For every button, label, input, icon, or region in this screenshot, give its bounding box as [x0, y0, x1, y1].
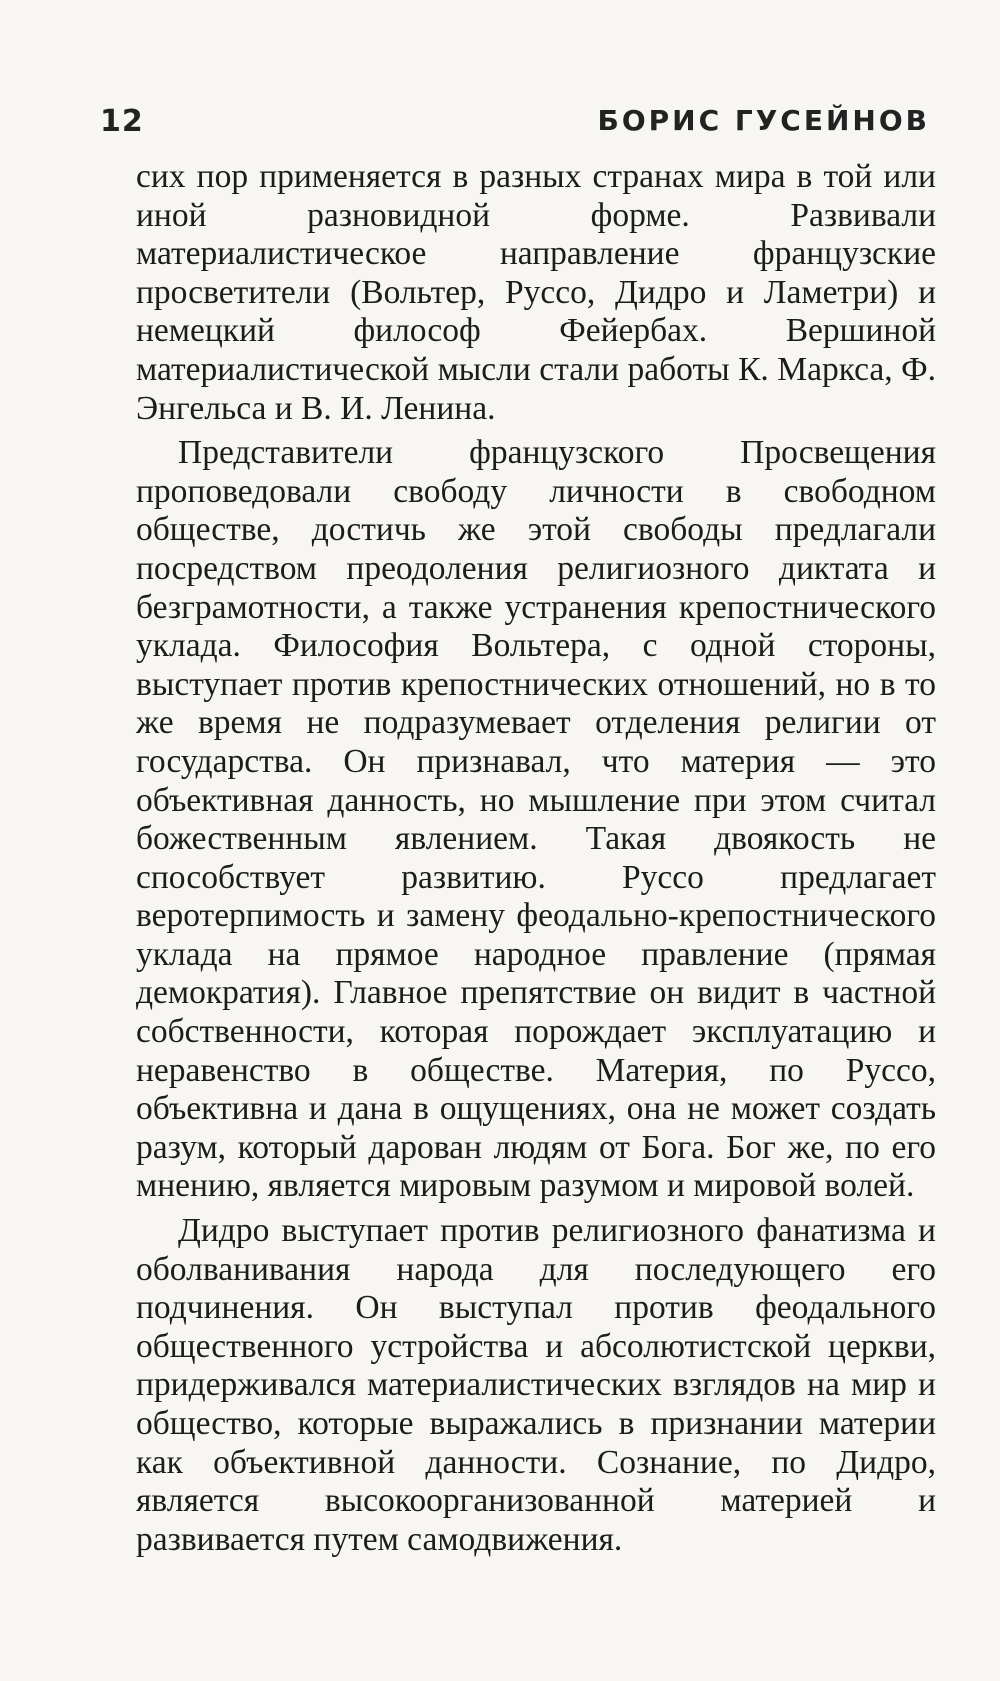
running-head-author: БОРИС ГУСЕЙНОВ: [597, 104, 930, 137]
paragraph-continuation: сих пор применяется в разных странах мира в той или иной разновидной форме. Развивали материалистическое направление французские просветители (Вольтер, Руссо, Дидро и Ламетри) и немецкий философ Фейербах. Вершиной материалистической мысли стали работы К. Маркса, Ф. Энгельса и В. И. Ленина.: [136, 158, 936, 427]
body-text: [136, 158, 936, 1565]
page-number: 12: [100, 104, 144, 139]
paragraph-diderot: Дидро выступает против религиозного фанатизма и оболванивания народа для последующего его подчинения. Он выступал против феодального общественного устройства и абсолютистской церкви, придерживался материалистических взглядов на мир и общество, которые выражались в признании материи как объективной данности. Сознание, по Дидро, является высокоорганизованной материей и развивается путем самодвижения.: [136, 1212, 936, 1558]
paragraph-enlightenment: Представители французского Просвещения проповедовали свободу личности в свободном обществе, достичь же этой свободы предлагали посредством преодоления религиозного диктата и безграмотности, а также устранения крепостнического уклада. Философия Вольтера, с одной стороны, выступает против крепостнических отношений, но в то же время не подразумевает отделения религии от государства. Он признавал, что материя — это объективная данность, но мышление при этом считал божественным явлением. Такая двоякость не способствует развитию. Руссо предлагает веротерпимость и замену феодально-крепостнического уклада на прямое народное правление (прямая демократия). Главное препятствие он видит в частной собственности, которая порождает эксплуатацию и неравенство в обществе. Материя, по Руссо, объективна и дана в ощущениях, она не может создать разум, который дарован людям от Бога. Бог же, по его мнению, является мировым разумом и мировой волей.: [136, 434, 936, 1205]
